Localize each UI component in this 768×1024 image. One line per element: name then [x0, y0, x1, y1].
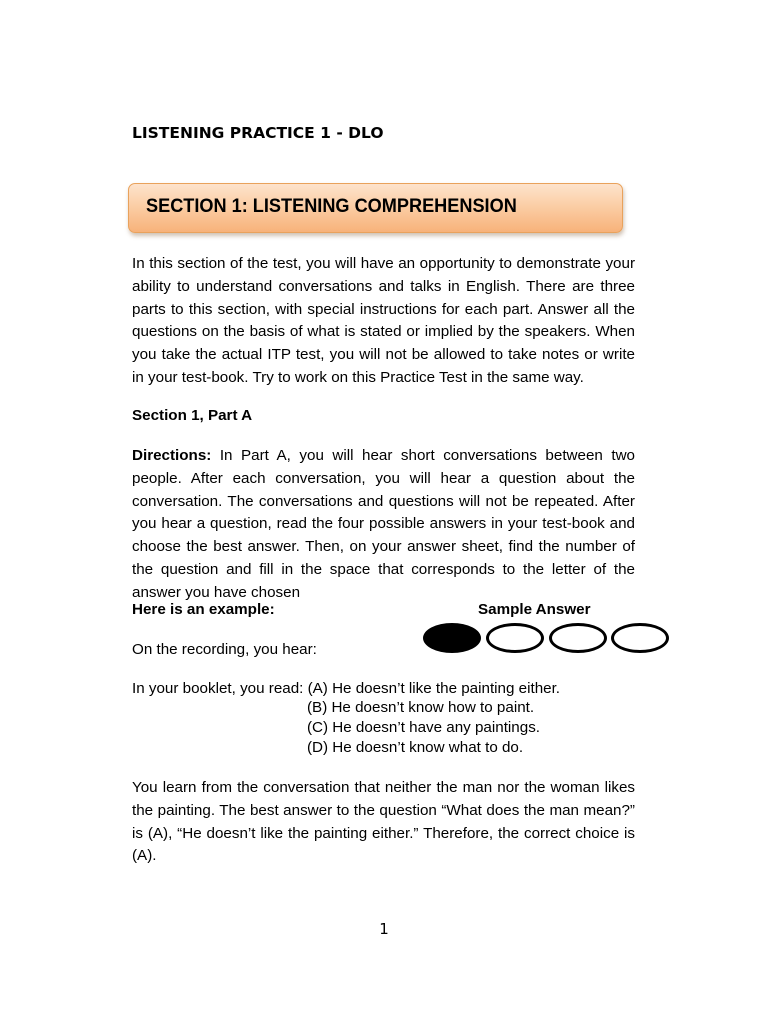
- intro-paragraph: In this section of the test, you will have an opportunity to demonstrate your ability to understand conversations and talks in English. There are three parts to this section, with special instructions for each part. Answer all the questions on the basis of what is stated or implied by the speakers. When you take the actual ITP test, you will not be allowed to take notes or write in your test-book. Try to work on this Practice Test in the same way.: [132, 255, 635, 386]
- answer-bubble-d: [611, 623, 669, 653]
- document-title: LISTENING PRACTICE 1 - DLO: [132, 124, 384, 142]
- part-heading: Section 1, Part A: [132, 407, 253, 424]
- option-d: (D) He doesn’t know what to do.: [307, 739, 524, 756]
- section-heading-banner: [128, 183, 623, 233]
- explanation-paragraph: You learn from the conversation that neither the man nor the woman likes the painting. The best answer to the question “What does the man mean?” is (A), “He doesn’t like the painting either.” Therefore, the correct choice is (A).: [132, 779, 635, 865]
- sample-answer-label: Sample Answer: [478, 601, 591, 618]
- directions-text: In Part A, you will hear short conversations between two people. After each conversation, you will hear a question about the conversation. The conversations and questions will not be repeated. After you hear a question, read the four possible answers in your test-book and choose the best answer. Then, on your answer sheet, find the number of the question and fill in the space that corresponds to the letter of the answer you have chosen: [132, 447, 635, 601]
- answer-bubble-b: [486, 623, 544, 653]
- recording-text: On the recording, you hear:: [132, 641, 317, 658]
- option-b: (B) He doesn’t know how to paint.: [307, 699, 535, 716]
- example-label: Here is an example:: [132, 601, 275, 618]
- directions-paragraph: [132, 445, 635, 605]
- booklet-text: In your booklet, you read: (A) He doesn’t like the painting either.: [132, 680, 561, 697]
- option-c: (C) He doesn’t have any paintings.: [307, 719, 541, 736]
- section-heading: SECTION 1: LISTENING COMPREHENSION: [146, 195, 517, 217]
- answer-bubble-c: [549, 623, 607, 653]
- page-number: 1: [379, 920, 389, 938]
- answer-bubble-a: [423, 623, 481, 653]
- sample-answer-bubbles: [423, 623, 669, 653]
- directions-label: Directions:: [132, 447, 212, 464]
